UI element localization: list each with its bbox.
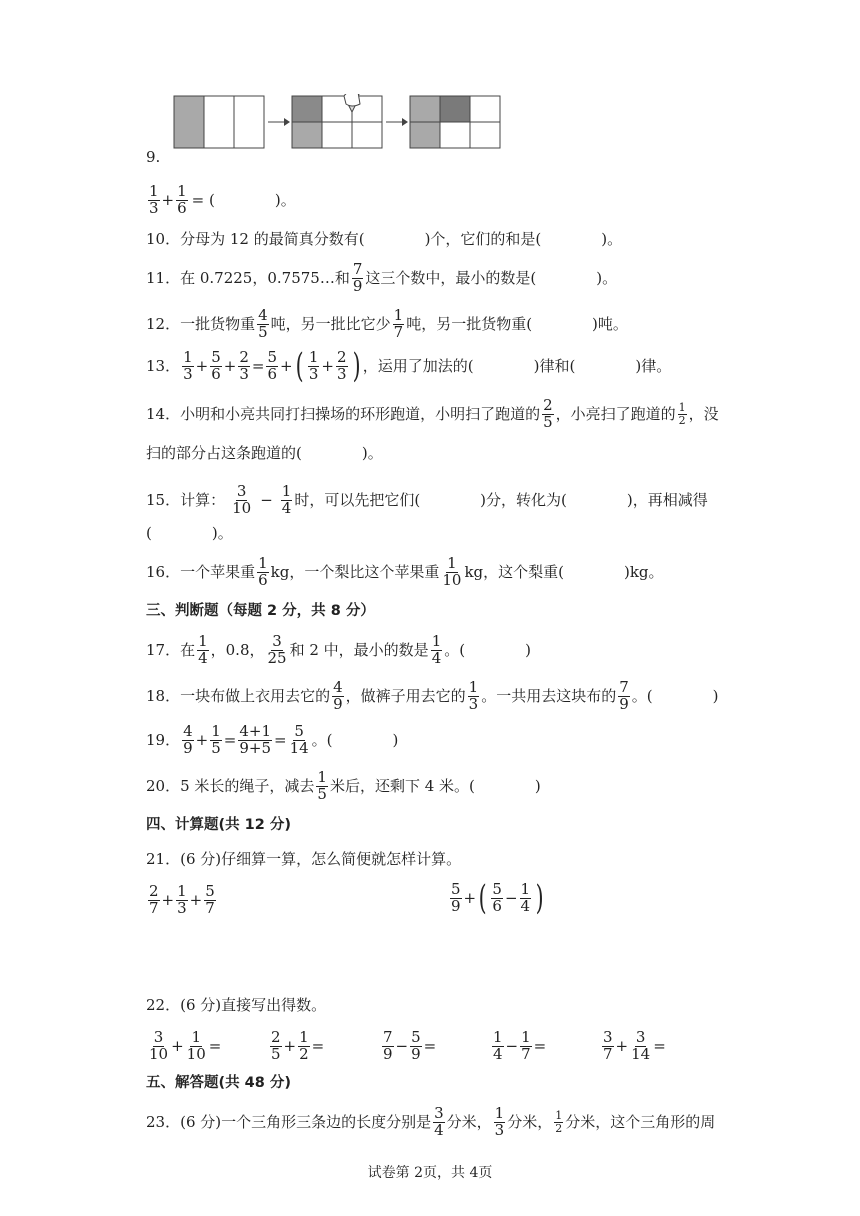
arrow-icon [268, 118, 290, 126]
q22-item-3: 7 9 − $\frac{5}{9}$ = [383, 1028, 437, 1063]
arrow-icon [386, 118, 408, 126]
q11: 11．在 0.7225，0.7575…和 7 9 这三个数中，最小的数是( )。 [146, 260, 618, 295]
q10: 10．分母为 12 的最简真分数有( )个，它们的和是( )。 [146, 230, 623, 248]
q12: 12．一批货物重 4 5 吨，另一批比它少 1 7 吨，另一批货物重( )吨。 [146, 306, 628, 341]
q15: 15．计算： 3 10 − $\frac{1}{4}$ 时，可以先把它们( )分，转化为( )，再相减得 [146, 482, 708, 517]
q20: 20．5 米长的绳子，减去 1 5 米后，还剩下 4 米。( ) [146, 768, 541, 803]
q21-expr-b: 5 9 + ( 5 6 − 1 4 ) [451, 877, 544, 918]
diagram-thirds [174, 96, 264, 148]
q21: 21．(6 分)仔细算一算，怎么简便就怎样计算。 [146, 850, 462, 868]
q14: 14．小明和小亮共同打扫操场的环形跑道，小明扫了跑道的 2 5 ，小亮扫了跑道的 1 2 ，没 [146, 396, 719, 431]
q22-item-1: 3 10 + $\frac{1}{10}$ = [149, 1028, 222, 1063]
q15-line2: ( )。 [146, 524, 233, 542]
q18: 18．一块布做上衣用去它的 4 9 ，做裤子用去它的 1 3 。一共用去这块布的 7 9 。( ) [146, 678, 719, 713]
q13: 13． 1 3 + 5 6 + 2 3 = 5 6 + ( 1 3 + 2 3 ) ，运用了加法的( )律和( )律。 [146, 345, 672, 386]
page-footer: 试卷第 2页，共 4页 [367, 1165, 493, 1181]
q14-line2: 扫的部分占这条跑道的( )。 [146, 444, 383, 462]
section-solution-title: 五、解答题(共 48 分) [146, 1075, 292, 1091]
q9-expression: 1 3 + $\frac{1}{6}$ = ( )。 [149, 182, 296, 217]
q17: 17．在 1 4 ，0.8， 3 25 和 2 中，最小的数是 1 4 。( ) [146, 632, 531, 667]
section-judgement-title: 三、判断题（每题 2 分，共 8 分） [146, 603, 375, 619]
fraction-diagram [172, 94, 502, 150]
q22-item-2: 2 5 + $\frac{1}{2}$ = [271, 1028, 325, 1063]
q22-item-5: 3 7 + $\frac{3}{14}$ = [603, 1028, 666, 1063]
q19: 19． 4 9 + 1 5 = 4+1 9+5 = 5 14 。( ) [146, 722, 399, 757]
q22: 22．(6 分)直接写出得数。 [146, 996, 327, 1014]
q21-expr-a: 2 7 + 1 3 + 5 7 [149, 882, 215, 917]
q23: 23．(6 分)一个三角形三条边的长度分别是 3 4 分米， 1 3 分米， 1 2 分米，这个三角形的周 [146, 1104, 716, 1139]
q16: 16．一个苹果重 1 6 kg，一个梨比这个苹果重 1 10 kg，这个梨重( )kg。 [146, 554, 664, 589]
q22-item-4: 1 4 − $\frac{1}{7}$ = [493, 1028, 547, 1063]
diagram-sixths-result [410, 96, 500, 148]
section-calculation-title: 四、计算题(共 12 分) [146, 817, 292, 833]
diagram-sixths-cutting [292, 96, 382, 148]
q9-number: 9. [146, 148, 161, 166]
